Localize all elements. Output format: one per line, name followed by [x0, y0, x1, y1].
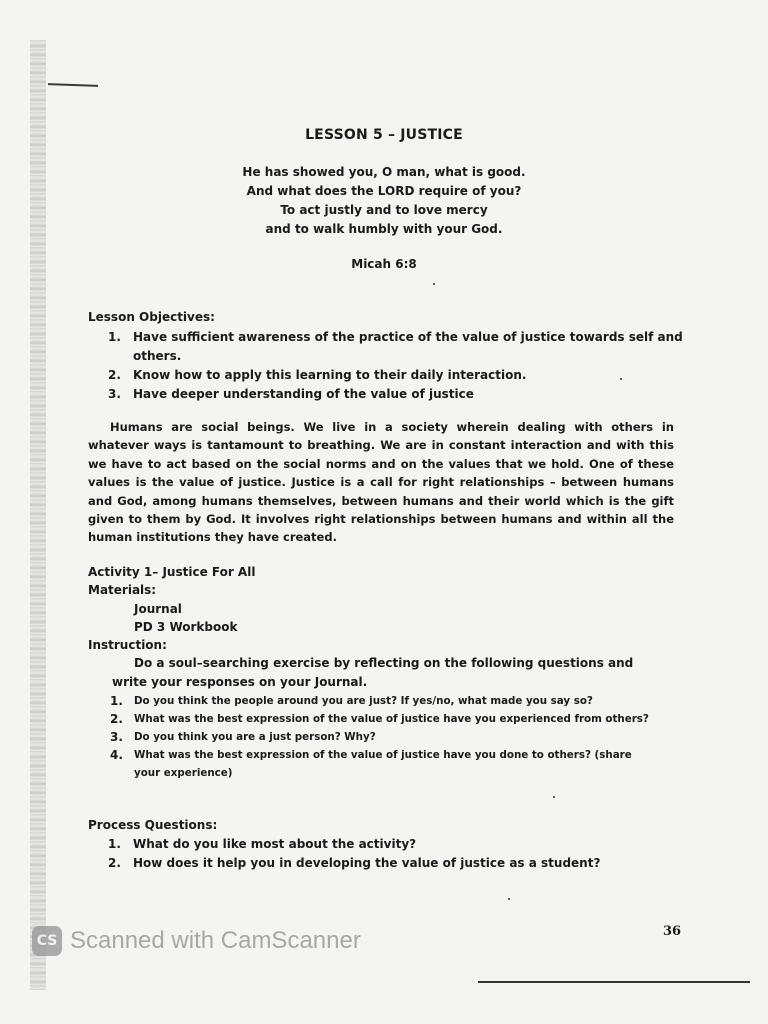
process-questions — [108, 835, 688, 873]
scan-speck — [553, 796, 555, 798]
verse-line: And what does the LORD require of you? — [246, 184, 522, 198]
list-text: What do you like most about the activity? — [133, 837, 417, 851]
verse-line: He has showed you, O man, what is good. — [242, 165, 526, 179]
material-item: PD 3 Workbook — [134, 620, 238, 634]
list-text: What was the best expression of the value of justice have you done to others? (share your experience) — [134, 749, 632, 779]
activity-heading: Activity 1– Justice For All — [88, 565, 256, 579]
list-number: 1. — [108, 837, 121, 851]
scan-speck — [433, 283, 435, 285]
watermark-text: Scanned with CamScanner — [70, 927, 361, 954]
list-number: 1. — [108, 330, 121, 344]
list-item — [110, 710, 650, 728]
list-item — [110, 746, 650, 782]
instruction-label: Instruction: — [88, 638, 167, 652]
list-item — [108, 385, 688, 404]
list-number: 3. — [108, 387, 121, 401]
list-item — [108, 854, 688, 873]
list-number: 3. — [110, 730, 123, 744]
camscanner-logo-icon: CS — [32, 926, 62, 956]
list-text: Have sufficient awareness of the practice of the value of justice towards self and others. — [133, 330, 683, 363]
list-number: 4. — [110, 748, 123, 762]
list-text: What was the best expression of the value of justice have you experienced from others? — [134, 713, 649, 725]
materials-label: Materials: — [88, 583, 157, 597]
verse-reference: Micah 6:8 — [351, 257, 417, 271]
material-item: Journal — [134, 602, 182, 616]
process-heading: Process Questions: — [88, 818, 218, 832]
scan-speck — [508, 898, 510, 900]
page-number: 36 — [663, 924, 682, 939]
list-item — [108, 328, 688, 366]
list-number: 2. — [110, 712, 123, 726]
intro-paragraph: Humans are social beings. We live in a society wherein dealing with others in whatever ways is tantamount to breathing. We are in constant interaction and with this we have to act based on the social norms and on the values that we hold. One of these values is the value of justice. Justice is a call for right relationships – between humans and God, among humans themselves, between humans and their world which is the gift given to them by God. It involves right relationships between humans and within all the human institutions they have created. — [88, 420, 674, 545]
objectives-heading: Lesson Objectives: — [88, 310, 215, 324]
lesson-title: LESSON 5 – JUSTICE — [305, 127, 463, 143]
list-number: 2. — [108, 368, 121, 382]
list-text: Do you think you are a just person? Why? — [134, 731, 376, 743]
list-item — [110, 692, 650, 710]
bottom-rule — [478, 981, 750, 983]
verse-line: and to walk humbly with your God. — [265, 222, 503, 236]
list-text: Have deeper understanding of the value of justice — [133, 387, 474, 401]
list-text: Do you think the people around you are just? If yes/no, what made you say so? — [134, 695, 593, 707]
list-text: Know how to apply this learning to their daily interaction. — [133, 368, 527, 382]
list-number: 1. — [110, 694, 123, 708]
list-item — [108, 366, 688, 385]
verse-line: To act justly and to love mercy — [280, 203, 488, 217]
list-item — [108, 835, 688, 854]
objectives-list — [108, 328, 688, 404]
scan-speck — [620, 378, 622, 380]
bible-verse — [0, 163, 768, 239]
list-number: 2. — [108, 856, 121, 870]
list-item — [110, 728, 650, 746]
activity-questions — [110, 692, 650, 782]
list-text: How does it help you in developing the value of justice as a student? — [133, 856, 601, 870]
camscanner-watermark — [32, 926, 361, 956]
instruction-text: Do a soul–searching exercise by reflecting on the following questions and write your responses on your Journal. — [112, 656, 634, 689]
